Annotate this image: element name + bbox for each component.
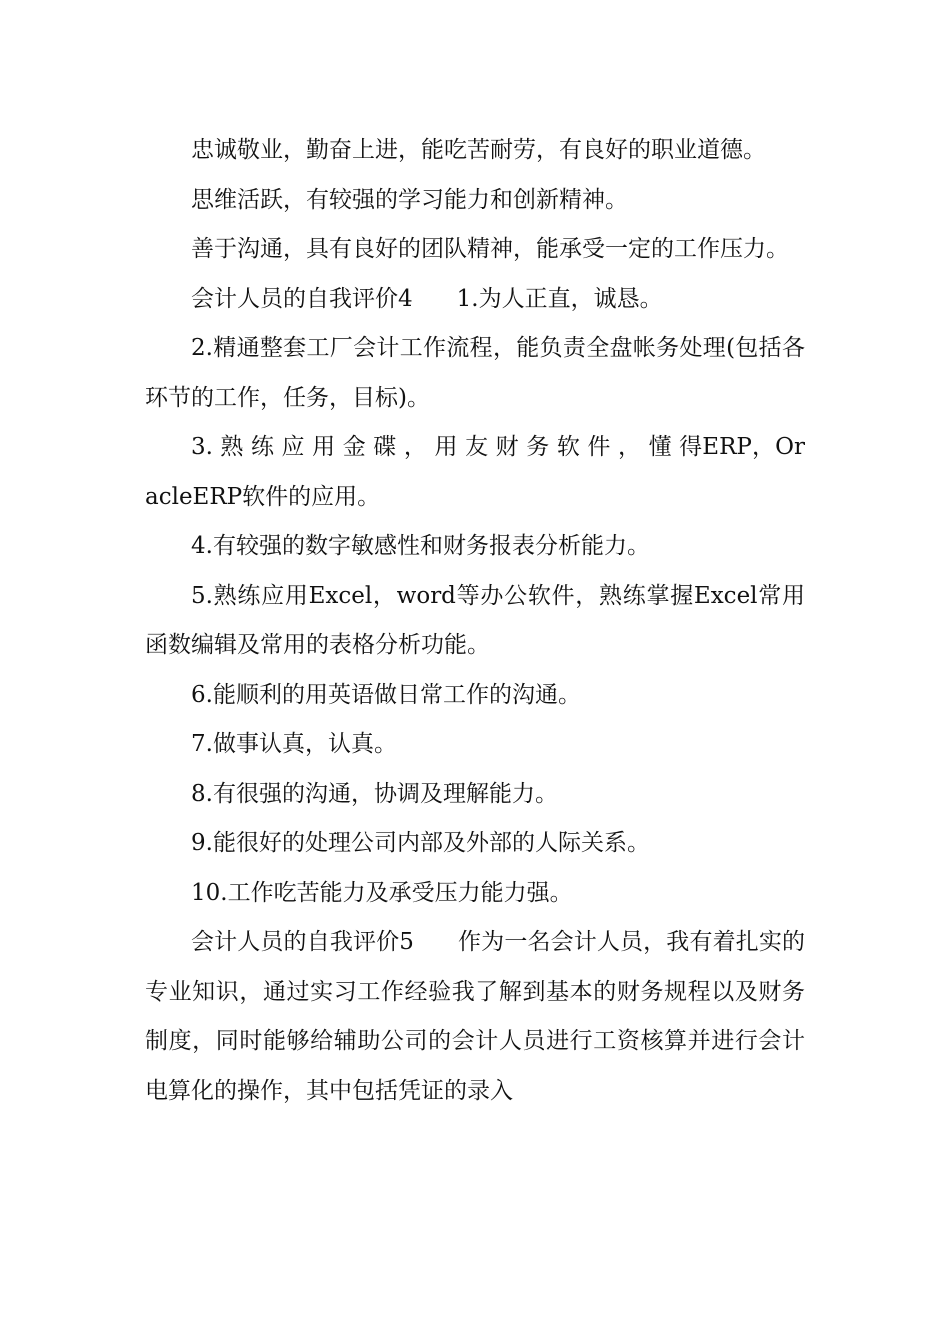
section-heading: 会计人员的自我评价4 (191, 285, 413, 312)
paragraph-item-7 (145, 720, 805, 770)
paragraph-self-evaluation-5 (145, 918, 805, 1116)
paragraph-text: 3. 熟 练 应 用 金 碟 ， 用 友 财 务 软 件 ， 懂 得ERP，OracleERP软件的应用。 (145, 434, 805, 510)
paragraph-item-5 (145, 572, 805, 671)
section-heading: 会计人员的自我评价5 (191, 929, 414, 955)
document-body (145, 126, 805, 1116)
paragraph-self-evaluation-4 (145, 275, 805, 325)
paragraph-text: 9.能很好的处理公司内部及外部的人际关系。 (191, 830, 650, 856)
paragraph-text: 2.精通整套工厂会计工作流程，能负责全盘帐务处理(包括各环节的工作，任务，目标)。 (145, 335, 805, 411)
paragraph-item-8 (145, 770, 805, 820)
paragraph-item-6 (145, 671, 805, 721)
paragraph-text: 善于沟通，具有良好的团队精神，能承受一定的工作压力。 (191, 236, 789, 262)
paragraph-item-9 (145, 819, 805, 869)
paragraph-text: 作为一名会计人员，我有着扎实的专业知识，通过实习工作经验我了解到基本的财务规程以及财务制度，同时能够给辅助公司的会计人员进行工资核算并进行会计电算化的操作，其中包括凭证的录入 (145, 929, 806, 1104)
paragraph-text: 忠诚敬业，勤奋上进，能吃苦耐劳，有良好的职业道德。 (191, 137, 766, 163)
paragraph-item-3 (145, 423, 805, 522)
paragraph-item-2 (145, 324, 805, 423)
paragraph-text: 思维活跃，有较强的学习能力和创新精神。 (191, 186, 628, 213)
paragraph-text: 6.能顺利的用英语做日常工作的沟通。 (191, 681, 581, 708)
paragraph-text: 8.有很强的沟通，协调及理解能力。 (191, 780, 558, 807)
paragraph-item-10 (145, 869, 805, 919)
paragraph-text: 10.工作吃苦能力及承受压力能力强。 (191, 879, 573, 906)
paragraph-teamwork (145, 225, 805, 275)
paragraph-text: 5.熟练应用Excel，word等办公软件，熟练掌握Excel常用函数编辑及常用的表格分析功能。 (145, 582, 805, 658)
paragraph-work-ethic (145, 126, 805, 176)
paragraph-text: 1.为人正直，诚恳。 (456, 285, 663, 312)
paragraph-text: 4.有较强的数字敏感性和财务报表分析能力。 (191, 533, 650, 559)
paragraph-item-4 (145, 522, 805, 572)
paragraph-text: 7.做事认真，认真。 (191, 731, 397, 757)
paragraph-learning-ability (145, 176, 805, 226)
